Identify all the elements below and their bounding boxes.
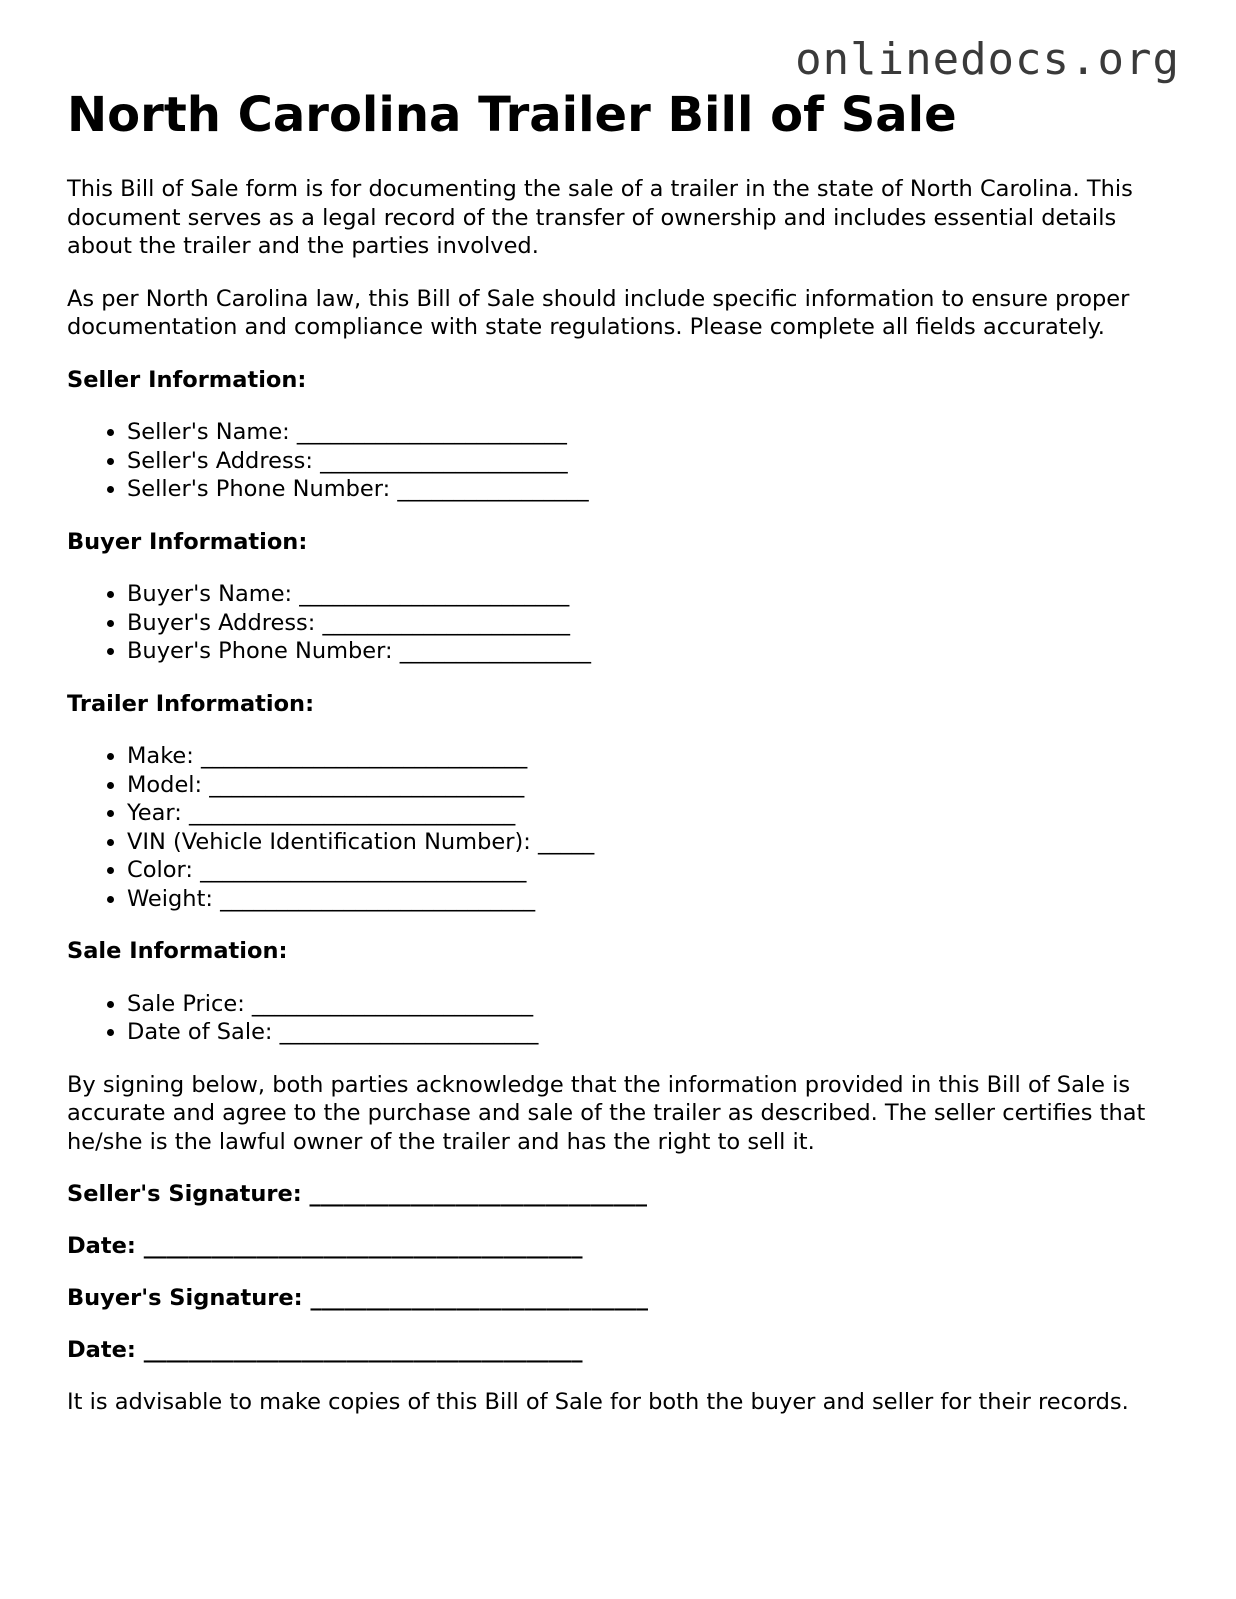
buyer-phone-field: • Buyer's Phone Number: _________________ — [127, 637, 1177, 666]
intro-paragraph-2: As per North Carolina law, this Bill of Sale should include specific information to ensure proper documentation and compliance with state regulations. Please complete all fields accurately. — [67, 285, 1130, 340]
seller-phone-field: • Seller's Phone Number: _________________ — [127, 475, 1177, 504]
acknowledgement-paragraph: By signing below, both parties acknowledge that the information provided in this Bill of Sale is accurate and agree to the purchase and sale of the trailer as described. The seller certifies that he/she is the lawful owner of the trailer and has the right to sell it. — [67, 1071, 1146, 1155]
sale-date-field: • Date of Sale: _______________________ — [127, 1018, 1177, 1047]
seller-signature-line: Seller's Signature: ______________________________ — [67, 1180, 648, 1207]
sale-price-field: • Sale Price: _________________________ — [127, 990, 1177, 1019]
seller-name-field: • Seller's Name: ________________________ — [127, 418, 1177, 447]
watermark: onlinedocs.org — [795, 34, 1180, 85]
seller-information-list — [67, 418, 1177, 504]
seller-signature-date-line: Date: _______________________________________ — [67, 1232, 583, 1259]
buyer-information-list — [67, 580, 1177, 666]
document-title: North Carolina Trailer Bill of Sale — [67, 87, 957, 143]
sale-information-heading: Sale Information: — [67, 938, 288, 964]
trailer-information-list — [67, 742, 1177, 913]
trailer-model-field: • Model: ____________________________ — [127, 771, 1177, 800]
footer-note: It is advisable to make copies of this Bill of Sale for both the buyer and seller for their records. — [67, 1389, 1129, 1415]
trailer-make-field: • Make: _____________________________ — [127, 742, 1177, 771]
seller-address-field: • Seller's Address: ______________________ — [127, 447, 1177, 476]
intro-paragraph-1: This Bill of Sale form is for documenting the sale of a trailer in the state of North Carolina. This document serves as a legal record of the transfer of ownership and includes essential details about the trailer and the parties involved. — [67, 176, 1133, 259]
trailer-vin-field: • VIN (Vehicle Identification Number): _____ — [127, 828, 1177, 857]
trailer-information-heading: Trailer Information: — [67, 690, 315, 717]
buyer-information-heading: Buyer Information: — [67, 528, 308, 555]
buyer-name-field: • Buyer's Name: ________________________ — [127, 580, 1177, 609]
seller-information-heading: Seller Information: — [67, 366, 307, 393]
sale-information-list — [67, 990, 1177, 1047]
trailer-color-field: • Color: _____________________________ — [127, 856, 1177, 885]
trailer-weight-field: • Weight: ____________________________ — [127, 885, 1177, 914]
buyer-signature-date-line: Date: _______________________________________ — [67, 1336, 583, 1363]
trailer-year-field: • Year: _____________________________ — [127, 799, 1177, 828]
buyer-address-field: • Buyer's Address: ______________________ — [127, 609, 1177, 638]
document — [67, 85, 1177, 1417]
buyer-signature-line: Buyer's Signature: ______________________________ — [67, 1284, 648, 1311]
